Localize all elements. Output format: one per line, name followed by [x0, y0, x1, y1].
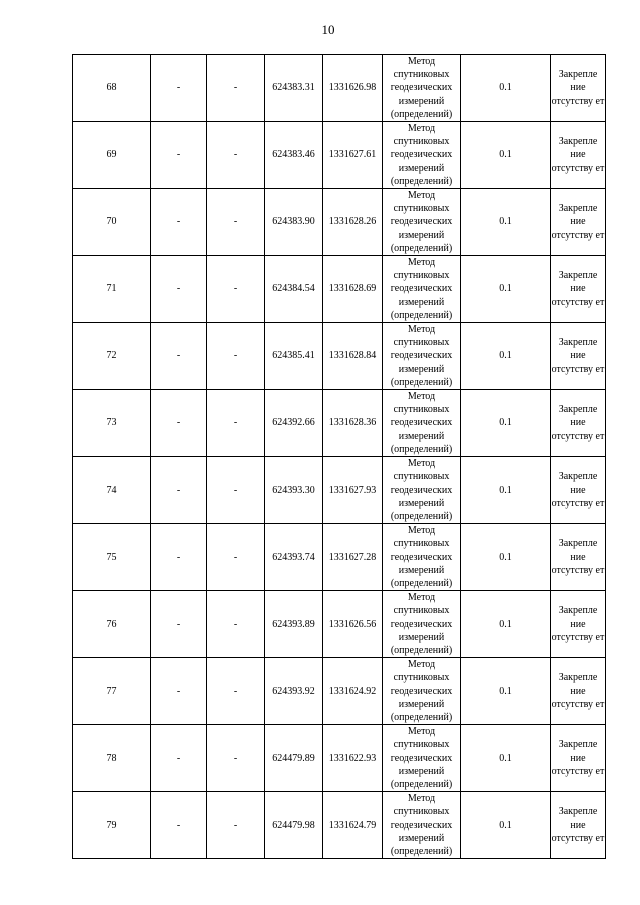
fixation-cell: Закрепле ние отсутству ет — [551, 189, 606, 256]
method-cell: Метод спутниковых геодезических измерений (определений) — [383, 55, 461, 122]
dash-cell: - — [151, 122, 207, 189]
table-row — [73, 792, 606, 859]
point-number-cell: 70 — [73, 189, 151, 256]
table-row — [73, 189, 606, 256]
method-cell: Метод спутниковых геодезических измерений (определений) — [383, 122, 461, 189]
point-number-cell: 79 — [73, 792, 151, 859]
dash-cell: - — [207, 323, 265, 390]
fixation-cell: Закрепле ние отсутству ет — [551, 524, 606, 591]
y-coordinate-cell: 1331627.61 — [323, 122, 383, 189]
fixation-cell: Закрепле ние отсутству ет — [551, 457, 606, 524]
dash-cell: - — [151, 792, 207, 859]
dash-cell: - — [151, 55, 207, 122]
table-row — [73, 122, 606, 189]
dash-cell: - — [151, 256, 207, 323]
accuracy-cell: 0.1 — [461, 524, 551, 591]
accuracy-cell: 0.1 — [461, 457, 551, 524]
accuracy-cell: 0.1 — [461, 189, 551, 256]
point-number-cell: 72 — [73, 323, 151, 390]
point-number-cell: 77 — [73, 658, 151, 725]
table-row — [73, 725, 606, 792]
point-number-cell: 76 — [73, 591, 151, 658]
point-number-cell: 71 — [73, 256, 151, 323]
method-cell: Метод спутниковых геодезических измерений (определений) — [383, 256, 461, 323]
point-number-cell: 73 — [73, 390, 151, 457]
method-cell: Метод спутниковых геодезических измерений (определений) — [383, 524, 461, 591]
y-coordinate-cell: 1331628.36 — [323, 390, 383, 457]
method-cell: Метод спутниковых геодезических измерений (определений) — [383, 189, 461, 256]
x-coordinate-cell: 624392.66 — [265, 390, 323, 457]
x-coordinate-cell: 624383.31 — [265, 55, 323, 122]
accuracy-cell: 0.1 — [461, 658, 551, 725]
point-number-cell: 78 — [73, 725, 151, 792]
y-coordinate-cell: 1331626.56 — [323, 591, 383, 658]
dash-cell: - — [207, 256, 265, 323]
accuracy-cell: 0.1 — [461, 725, 551, 792]
dash-cell: - — [207, 591, 265, 658]
table-row — [73, 457, 606, 524]
fixation-cell: Закрепле ние отсутству ет — [551, 323, 606, 390]
y-coordinate-cell: 1331626.98 — [323, 55, 383, 122]
x-coordinate-cell: 624393.74 — [265, 524, 323, 591]
dash-cell: - — [207, 658, 265, 725]
y-coordinate-cell: 1331628.84 — [323, 323, 383, 390]
dash-cell: - — [151, 323, 207, 390]
fixation-cell: Закрепле ние отсутству ет — [551, 658, 606, 725]
table-row — [73, 591, 606, 658]
y-coordinate-cell: 1331627.28 — [323, 524, 383, 591]
x-coordinate-cell: 624385.41 — [265, 323, 323, 390]
table-row — [73, 390, 606, 457]
accuracy-cell: 0.1 — [461, 323, 551, 390]
method-cell: Метод спутниковых геодезических измерений (определений) — [383, 323, 461, 390]
fixation-cell: Закрепле ние отсутству ет — [551, 122, 606, 189]
table-row — [73, 55, 606, 122]
dash-cell: - — [207, 792, 265, 859]
x-coordinate-cell: 624383.90 — [265, 189, 323, 256]
accuracy-cell: 0.1 — [461, 390, 551, 457]
dash-cell: - — [207, 390, 265, 457]
fixation-cell: Закрепле ние отсутству ет — [551, 256, 606, 323]
accuracy-cell: 0.1 — [461, 792, 551, 859]
x-coordinate-cell: 624393.92 — [265, 658, 323, 725]
table-row — [73, 524, 606, 591]
accuracy-cell: 0.1 — [461, 591, 551, 658]
method-cell: Метод спутниковых геодезических измерений (определений) — [383, 591, 461, 658]
dash-cell: - — [207, 524, 265, 591]
dash-cell: - — [151, 658, 207, 725]
coordinates-table-body — [73, 55, 606, 859]
table-row — [73, 658, 606, 725]
x-coordinate-cell: 624479.89 — [265, 725, 323, 792]
x-coordinate-cell: 624383.46 — [265, 122, 323, 189]
dash-cell: - — [151, 524, 207, 591]
page-number: 10 — [321, 22, 335, 37]
dash-cell: - — [151, 390, 207, 457]
x-coordinate-cell: 624479.98 — [265, 792, 323, 859]
point-number-cell: 75 — [73, 524, 151, 591]
dash-cell: - — [207, 457, 265, 524]
dash-cell: - — [207, 725, 265, 792]
y-coordinate-cell: 1331628.26 — [323, 189, 383, 256]
method-cell: Метод спутниковых геодезических измерений (определений) — [383, 792, 461, 859]
accuracy-cell: 0.1 — [461, 122, 551, 189]
x-coordinate-cell: 624393.89 — [265, 591, 323, 658]
y-coordinate-cell: 1331628.69 — [323, 256, 383, 323]
method-cell: Метод спутниковых геодезических измерений (определений) — [383, 725, 461, 792]
table-row — [73, 256, 606, 323]
fixation-cell: Закрепле ние отсутству ет — [551, 792, 606, 859]
point-number-cell: 74 — [73, 457, 151, 524]
dash-cell: - — [151, 457, 207, 524]
dash-cell: - — [207, 122, 265, 189]
table-row — [73, 323, 606, 390]
point-number-cell: 68 — [73, 55, 151, 122]
dash-cell: - — [151, 591, 207, 658]
dash-cell: - — [151, 725, 207, 792]
y-coordinate-cell: 1331624.79 — [323, 792, 383, 859]
accuracy-cell: 0.1 — [461, 55, 551, 122]
dash-cell: - — [207, 189, 265, 256]
x-coordinate-cell: 624393.30 — [265, 457, 323, 524]
accuracy-cell: 0.1 — [461, 256, 551, 323]
dash-cell: - — [151, 189, 207, 256]
point-number-cell: 69 — [73, 122, 151, 189]
fixation-cell: Закрепле ние отсутству ет — [551, 390, 606, 457]
fixation-cell: Закрепле ние отсутству ет — [551, 55, 606, 122]
method-cell: Метод спутниковых геодезических измерений (определений) — [383, 390, 461, 457]
fixation-cell: Закрепле ние отсутству ет — [551, 591, 606, 658]
method-cell: Метод спутниковых геодезических измерений (определений) — [383, 457, 461, 524]
y-coordinate-cell: 1331622.93 — [323, 725, 383, 792]
fixation-cell: Закрепле ние отсутству ет — [551, 725, 606, 792]
y-coordinate-cell: 1331624.92 — [323, 658, 383, 725]
x-coordinate-cell: 624384.54 — [265, 256, 323, 323]
coordinates-table — [72, 54, 606, 859]
dash-cell: - — [207, 55, 265, 122]
y-coordinate-cell: 1331627.93 — [323, 457, 383, 524]
method-cell: Метод спутниковых геодезических измерений (определений) — [383, 658, 461, 725]
